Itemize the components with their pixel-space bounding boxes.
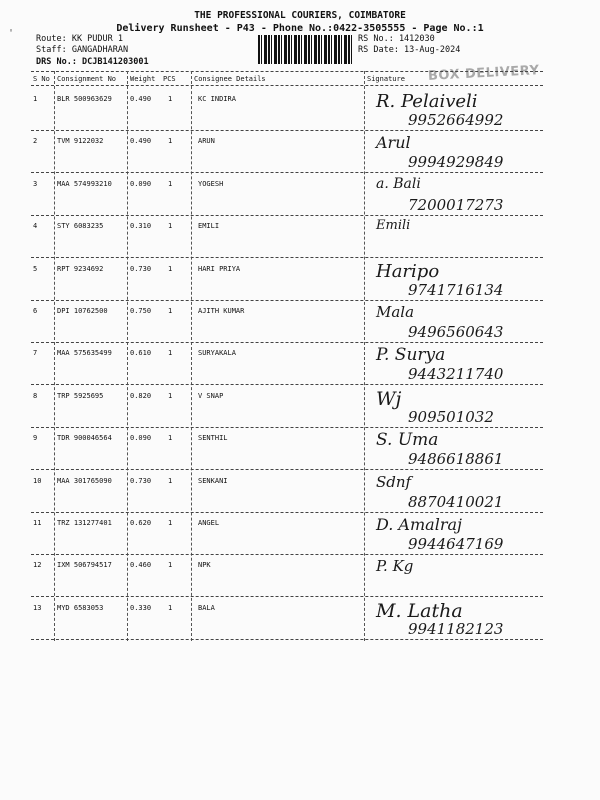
row-sno: 12 <box>33 561 42 569</box>
row-pcs: 1 <box>168 265 173 273</box>
row-signature: Mala <box>376 303 415 321</box>
row-signature: P. Surya <box>376 345 446 365</box>
row-weight: 0.460 <box>130 561 152 569</box>
row-pcs: 1 <box>168 477 173 485</box>
row-separator <box>31 554 543 555</box>
row-sno: 9 <box>33 434 38 442</box>
row-separator <box>31 427 543 428</box>
col-divider <box>364 71 365 641</box>
row-pcs: 1 <box>168 392 173 400</box>
row-pcs: 1 <box>168 519 173 527</box>
row-separator <box>31 469 543 470</box>
row-weight: 0.750 <box>130 307 152 315</box>
col-divider <box>191 71 192 641</box>
row-phone-handwritten: 9952664992 <box>408 111 504 129</box>
row-separator <box>31 257 543 258</box>
row-separator <box>31 596 543 597</box>
box-delivery-stamp: BOX DELIVERY <box>427 63 540 84</box>
row-weight: 0.620 <box>130 519 152 527</box>
row-sno: 11 <box>33 519 42 527</box>
col-header-weight: Weight <box>130 75 156 83</box>
row-consignment-no: DPI 10762500 <box>57 307 108 315</box>
row-consignment-no: MAA 575635499 <box>57 349 112 357</box>
row-phone-handwritten: 9486618861 <box>408 450 504 468</box>
row-separator <box>31 639 543 640</box>
row-consignee: SENTHIL <box>198 434 228 442</box>
row-consignee: YOGESH <box>198 180 224 188</box>
row-pcs: 1 <box>168 349 173 357</box>
row-weight: 0.490 <box>130 137 152 145</box>
row-signature: Arul <box>376 133 411 152</box>
row-pcs: 1 <box>168 180 173 188</box>
row-sno: 1 <box>33 95 38 103</box>
row-consignment-no: RPT 9234692 <box>57 265 104 273</box>
row-separator <box>31 215 543 216</box>
row-separator <box>31 342 543 343</box>
staff-label: Staff: GANGADHARAN <box>36 45 129 55</box>
row-sno: 13 <box>33 604 42 612</box>
row-consignee: SENKANI <box>198 477 228 485</box>
header-bottom-rule <box>31 85 543 86</box>
row-separator <box>31 384 543 385</box>
col-divider <box>127 71 128 641</box>
barcode <box>258 35 354 64</box>
row-weight: 0.820 <box>130 392 152 400</box>
row-separator <box>31 172 543 173</box>
runsheet-title: Delivery Runsheet - P43 - Phone No.:0422-3505555 - Page No.:1 <box>116 23 484 34</box>
row-weight: 0.490 <box>130 95 152 103</box>
row-signature: S. Uma <box>376 430 439 450</box>
drs-number: DRS No.: DCJB141203001 <box>36 57 149 67</box>
row-pcs: 1 <box>168 561 173 569</box>
row-weight: 0.310 <box>130 222 152 230</box>
row-consignee: ANGEL <box>198 519 220 527</box>
row-consignee: NPK <box>198 561 211 569</box>
row-pcs: 1 <box>168 137 173 145</box>
row-pcs: 1 <box>168 222 173 230</box>
row-separator <box>31 300 543 301</box>
row-phone-handwritten: 7200017273 <box>408 196 504 214</box>
row-pcs: 1 <box>168 307 173 315</box>
row-consignee: BALA <box>198 604 215 612</box>
header-top-rule <box>31 71 543 72</box>
row-sno: 3 <box>33 180 38 188</box>
row-consignee: AJITH KUMAR <box>198 307 245 315</box>
row-weight: 0.730 <box>130 265 152 273</box>
row-signature: D. Amalraj <box>376 515 462 534</box>
row-separator <box>31 512 543 513</box>
row-sno: 5 <box>33 265 38 273</box>
rs-date: RS Date: 13-Aug-2024 <box>358 45 461 55</box>
row-consignment-no: IXM 506794517 <box>57 561 112 569</box>
row-sno: 7 <box>33 349 38 357</box>
row-phone-handwritten: 9994929849 <box>408 153 504 171</box>
row-consignment-no: TDR 900046564 <box>57 434 112 442</box>
row-consignee: V SNAP <box>198 392 224 400</box>
row-signature: M. Latha <box>376 600 463 622</box>
row-signature: Haripo <box>376 261 440 282</box>
row-phone-handwritten: 9443211740 <box>408 365 504 383</box>
row-separator <box>31 130 543 131</box>
row-signature: Wj <box>376 388 402 410</box>
row-phone-handwritten: 9741716134 <box>408 281 504 299</box>
row-weight: 0.610 <box>130 349 152 357</box>
row-sno: 8 <box>33 392 38 400</box>
row-sno: 6 <box>33 307 38 315</box>
scan-mark: ' <box>8 28 15 39</box>
row-weight: 0.730 <box>130 477 152 485</box>
col-header-sno: S No <box>33 75 50 83</box>
row-consignment-no: BLR 500963629 <box>57 95 112 103</box>
row-phone-handwritten: 9496560643 <box>408 323 504 341</box>
row-consignment-no: STY 6083235 <box>57 222 104 230</box>
col-header-pcs: PCS <box>163 75 176 83</box>
row-consignment-no: MYD 6583053 <box>57 604 104 612</box>
row-sno: 2 <box>33 137 38 145</box>
row-weight: 0.090 <box>130 180 152 188</box>
company-title: THE PROFESSIONAL COURIERS, COIMBATORE <box>194 10 406 21</box>
row-phone-handwritten: 9944647169 <box>408 535 504 553</box>
row-pcs: 1 <box>168 95 173 103</box>
row-consignment-no: TRP 5925695 <box>57 392 104 400</box>
route-label: Route: KK PUDUR 1 <box>36 34 123 44</box>
row-consignee: HARI PRIYA <box>198 265 241 273</box>
row-signature: R. Pelaiveli <box>376 91 478 112</box>
row-weight: 0.090 <box>130 434 152 442</box>
row-consignee: ARUN <box>198 137 215 145</box>
rs-number: RS No.: 1412030 <box>358 34 435 44</box>
col-header-signature: Signature <box>367 75 405 83</box>
row-phone-handwritten: 8870410021 <box>408 493 504 511</box>
row-phone-handwritten: 9941182123 <box>408 620 504 638</box>
row-sno: 10 <box>33 477 42 485</box>
row-consignee: KC INDIRA <box>198 95 236 103</box>
row-signature: Emili <box>376 218 411 233</box>
row-consignment-no: MAA 301765090 <box>57 477 112 485</box>
row-consignment-no: TVM 9122032 <box>57 137 104 145</box>
row-sno: 4 <box>33 222 38 230</box>
row-weight: 0.330 <box>130 604 152 612</box>
row-signature: a. Bali <box>376 176 421 192</box>
row-consignee: EMILI <box>198 222 220 230</box>
row-signature: P. Kg <box>376 557 414 575</box>
row-consignee: SURYAKALA <box>198 349 236 357</box>
row-pcs: 1 <box>168 434 173 442</box>
row-pcs: 1 <box>168 604 173 612</box>
row-consignment-no: TRZ 131277401 <box>57 519 112 527</box>
col-header-consignment: Consignment No <box>57 75 117 83</box>
row-signature: Sdnf <box>376 473 412 491</box>
row-consignment-no: MAA 574993210 <box>57 180 112 188</box>
col-divider <box>54 71 55 641</box>
col-header-consignee: Consignee Details <box>194 75 266 83</box>
row-phone-handwritten: 909501032 <box>408 408 494 426</box>
